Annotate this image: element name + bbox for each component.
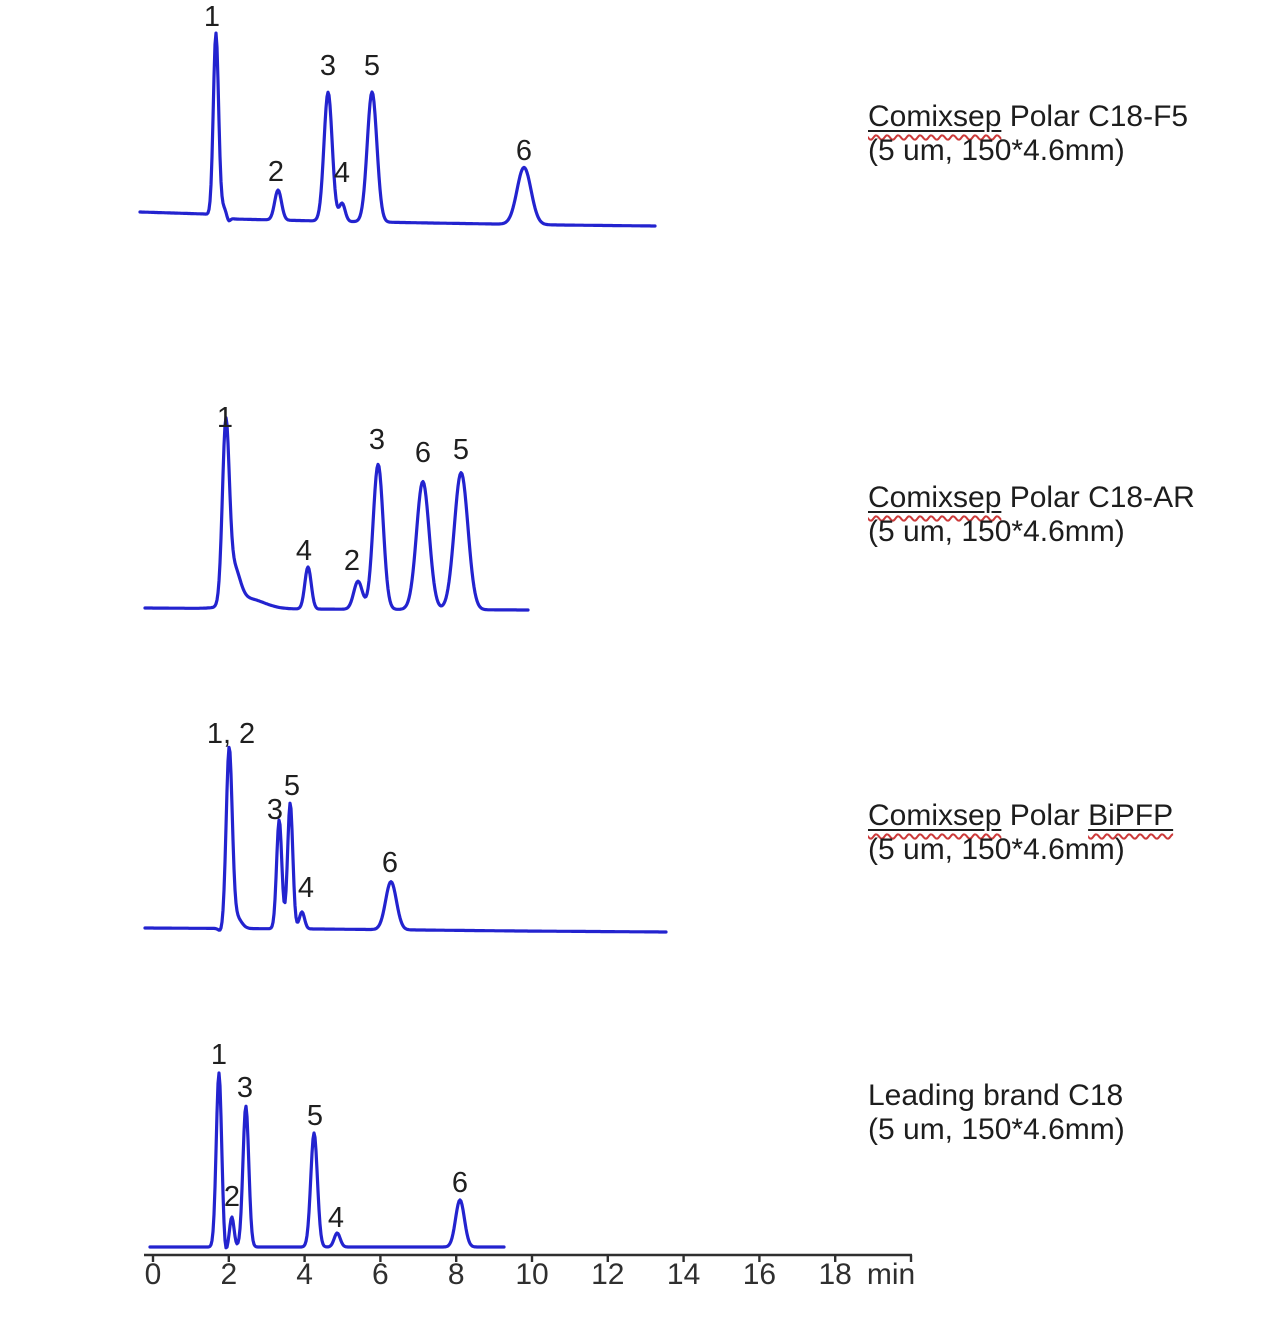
peak-label-1: 1 bbox=[216, 402, 234, 434]
peak-label-2: 2 bbox=[223, 1181, 241, 1213]
underlined-word bbox=[868, 481, 1001, 514]
spellcheck-squiggle: Comixsep bbox=[868, 481, 1002, 514]
chromatogram-trace-3 bbox=[145, 747, 666, 932]
peak-label-5: 5 bbox=[306, 1100, 324, 1132]
column-label-leading-brand bbox=[868, 1079, 1125, 1147]
x-axis-tick-label-14: 14 bbox=[666, 1257, 701, 1291]
peak-label-2: 2 bbox=[267, 156, 285, 188]
title-text: Polar C18-AR bbox=[1001, 481, 1195, 514]
peak-label-1-2: 1, 2 bbox=[206, 718, 256, 750]
x-axis-tick-label-4: 4 bbox=[296, 1257, 313, 1291]
peak-label-5: 5 bbox=[283, 770, 301, 802]
chromatogram-trace-2 bbox=[145, 418, 528, 610]
column-dimensions: (5 um, 150*4.6mm) bbox=[868, 833, 1125, 866]
title-text: Polar C18-F5 bbox=[1001, 100, 1189, 133]
x-axis-tick-label-6: 6 bbox=[372, 1257, 389, 1291]
spellcheck-squiggle: Comixsep bbox=[868, 100, 1002, 133]
spellcheck-squiggle: Comixsep bbox=[868, 799, 1002, 832]
chromatogram-trace-1 bbox=[140, 33, 655, 226]
peak-label-5: 5 bbox=[452, 434, 470, 466]
column-title bbox=[868, 481, 1195, 515]
spellcheck-squiggle: BiPFP bbox=[1088, 799, 1174, 832]
column-label-bipfp bbox=[868, 799, 1173, 867]
x-axis-tick-label-8: 8 bbox=[447, 1257, 465, 1291]
x-axis-tick-label-12: 12 bbox=[591, 1257, 625, 1291]
underlined-word bbox=[1088, 799, 1173, 832]
peak-label-6: 6 bbox=[451, 1167, 469, 1199]
peak-label-1: 1 bbox=[210, 1039, 228, 1071]
peak-label-4: 4 bbox=[297, 872, 315, 904]
peak-label-2: 2 bbox=[343, 545, 361, 577]
underlined-word bbox=[868, 100, 1001, 133]
peak-label-1: 1 bbox=[203, 1, 221, 33]
peak-label-4: 4 bbox=[327, 1202, 345, 1234]
column-dimensions: (5 um, 150*4.6mm) bbox=[868, 1113, 1125, 1146]
column-dimensions: (5 um, 150*4.6mm) bbox=[868, 515, 1125, 548]
peak-label-3: 3 bbox=[266, 794, 284, 826]
column-dimensions: (5 um, 150*4.6mm) bbox=[868, 134, 1125, 167]
peak-label-6: 6 bbox=[414, 437, 432, 469]
peak-label-4: 4 bbox=[295, 535, 313, 567]
column-label-c18-ar bbox=[868, 481, 1195, 549]
x-axis-tick-label-0: 0 bbox=[144, 1257, 162, 1291]
column-title bbox=[868, 1079, 1125, 1113]
peak-label-3: 3 bbox=[236, 1072, 254, 1104]
peak-label-6: 6 bbox=[515, 135, 533, 167]
peak-label-5: 5 bbox=[363, 50, 381, 82]
title-text: Polar bbox=[1001, 799, 1089, 832]
x-axis-tick-label-16: 16 bbox=[742, 1257, 777, 1291]
x-axis-tick-label-10: 10 bbox=[515, 1257, 549, 1291]
x-axis-unit-label: min bbox=[866, 1257, 916, 1291]
x-axis-tick-label-18: 18 bbox=[818, 1257, 852, 1291]
peak-label-3: 3 bbox=[368, 424, 386, 456]
title-text: Leading brand C18 bbox=[868, 1079, 1124, 1112]
peak-label-6: 6 bbox=[381, 847, 399, 879]
column-label-c18-f5 bbox=[868, 100, 1188, 168]
column-title bbox=[868, 799, 1173, 833]
x-axis-tick-label-2: 2 bbox=[220, 1257, 238, 1291]
column-title bbox=[868, 100, 1188, 134]
peak-label-4: 4 bbox=[333, 157, 351, 189]
peak-label-3: 3 bbox=[319, 50, 337, 82]
underlined-word bbox=[868, 799, 1001, 832]
